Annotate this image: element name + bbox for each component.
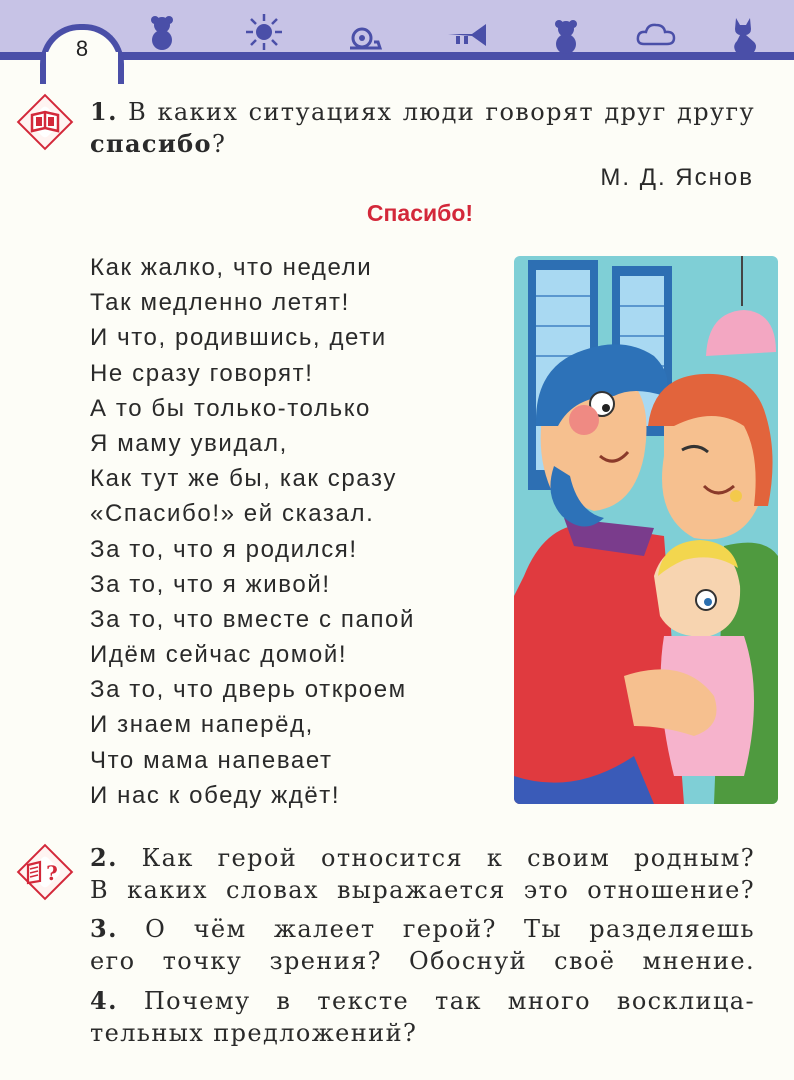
poem-text [90,250,510,813]
poem-line: Я маму увидал, [90,429,288,457]
trumpet-icon [446,20,488,50]
poem-line: Как жалко, что недели [90,254,373,281]
poem-title: Спасибо! [366,200,474,226]
teddy-bear-icon [146,14,178,50]
poem-line: Как тут же бы, как сразу [90,465,397,493]
family-illustration [514,256,778,804]
poem-line: А то бы только-только [90,394,372,422]
poem-line: Что мама напевает [90,746,333,774]
svg-text:?: ? [46,861,58,885]
poem-line: За то, что я живой! [90,570,331,598]
poem-line: Не сразу говорят! [90,359,314,387]
question-2: 2. Как герой относится к своим родным? В каких словах выражается это отношение? [90,843,755,904]
poem-line: Так медленно летят! [90,289,350,317]
question-number: 1. [90,97,118,126]
question-number: 2. [90,843,118,872]
page-number: 8 [75,36,89,61]
poem-line: И знаем наперёд, [90,711,314,739]
poem-line: И что, родившись, дети [90,324,387,352]
question-number: 4. [90,986,118,1015]
cloud-icon [636,20,676,48]
sun-icon [244,12,284,52]
poem-line: Идём сейчас домой! [90,641,348,669]
book-question-icon [16,843,74,901]
snail-icon [348,26,382,50]
poem-author: М. Д. Яснов [600,164,754,191]
poem-line: И нас к обеду ждёт! [90,781,341,809]
book-read-icon [16,93,74,151]
cat-icon [728,16,762,54]
question-3: 3. О чём жалеет герой? Ты разделяешь его точку зрения? Обоснуй своё мнение. [90,914,755,975]
poem-line: За то, что вместе с папой [90,605,415,633]
question-1: 1. В каких ситуациях люди говорят друг другу спасибо? [90,97,755,158]
poem-line: «Спасибо!» ей сказал. [90,500,375,528]
poem-line: За то, что я родился! [90,535,358,563]
question-number: 3. [90,914,118,943]
bold-word: спасибо [90,129,212,158]
question-4: 4. Почему в тексте так много восклица- тельных предложений? [90,986,755,1047]
poem-line: За то, что дверь откроем [90,676,407,704]
teddy-bear-icon [550,18,582,54]
